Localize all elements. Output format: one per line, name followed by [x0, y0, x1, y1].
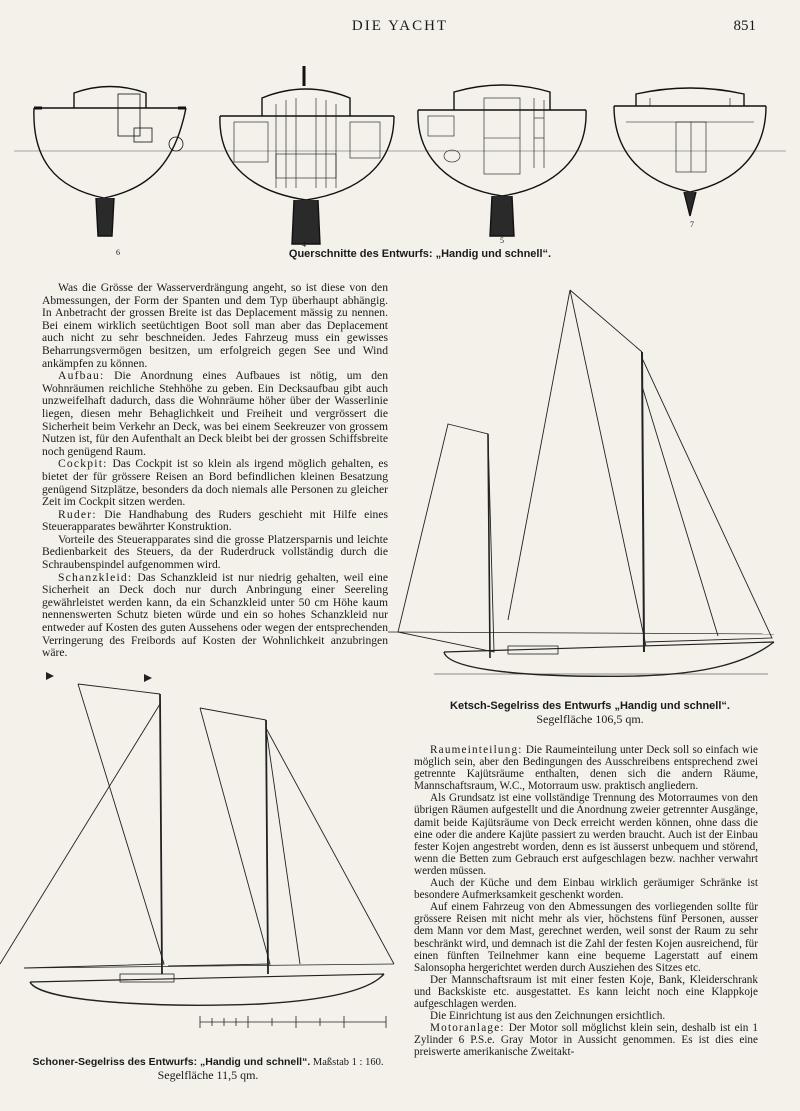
ketch-caption: Ketsch-Segelriss des Entwurfs „Handig und schnell“. Segelfläche 106,5 qm. — [450, 700, 730, 726]
paragraph: Auch der Küche und dem Einbau wirklich geräumiger Schränke ist besondere Aufmerksamkeit geschenkt worden. — [414, 877, 758, 902]
schooner-caption: Schoner-Segelriss des Entwurfs: „Handig und schnell“. Maßstab 1 : 160. Segelfläche 11,5 qm. — [32, 1056, 384, 1082]
paragraph: Raumeinteilung: Die Raumeinteilung unter Deck soll so einfach wie möglich sein, aber den Bedingungen des Ausschreibens entsprechend zwei getrennte Kajütsräume enthalten, denen sich die andern Räume, Mannschaftsraum, W.C., Motorraum usw. praktisch angliedern. — [414, 744, 759, 793]
page-number: 851 — [733, 18, 756, 34]
paragraph: Cockpit: Das Cockpit ist so klein als irgend möglich gehalten, es bietet der für grössere Reisen an Bord befindlichen kleinen Besatzung genügend Sitzplätze, besonders da doch niemals alle Personen zu gleicher Zeit im Cockpit sitzen werden. — [42, 457, 388, 509]
cross-section-7 — [614, 88, 766, 216]
schooner-sail-plan — [0, 664, 396, 1036]
paragraph: Motoranlage: Der Motor soll möglichst klein sein, deshalb ist ein 1 Zylinder 6 P.S.e. Gray Motor in Aussicht genommen. Es ist dies eine preiswerte amerikanische Zweitakt- — [414, 1022, 758, 1059]
paragraph: Ruder: Die Handhabung des Ruders geschieht mit Hilfe eines Steuerapparates bewährter Konstruktion. — [42, 507, 388, 534]
section-label: 7 — [690, 220, 694, 229]
paragraph: Als Grundsatz ist eine vollständige Trennung des Motorraumes von den übrigen Räumen aufgestellt und die Anordnung zweier getrennter Ausgänge, damit beide Kajütsräume von Deck erreicht werden können, ohne dass die eine oder die andere Kajüte passiert zu werden braucht. Auch ist der Einbau fester Kojen angestrebt worden, denn es ist äusserst unbequem und störend, wenn die Betten zum Gebrauch erst aufgeschlagen bezw. nachher verwahrt werden müssen. — [414, 792, 758, 877]
scale-bar — [200, 1016, 386, 1028]
section-label: 5 — [500, 236, 504, 245]
cross-section-5 — [418, 85, 586, 236]
left-text-column — [42, 282, 388, 660]
paragraph: Der Mannschaftsraum ist mit einer festen Koje, Bank, Kleiderschrank und Backskiste etc. ausgestattet. Es kann leicht noch eine Klappkoje aufgeschlagen werden. — [414, 973, 758, 1010]
ketch-sail-plan — [388, 286, 780, 692]
paragraph: Die Einrichtung ist aus den Zeichnungen ersichtlich. — [430, 1010, 666, 1023]
paragraph: Auf einem Fahrzeug von den Abmessungen des vorliegenden sollte für grössere Reisen mit nicht mehr als vier, höchstens fünf Personen, ausser dem Mann vor dem Mast, gerechnet werden, weil sonst der Raum zu sehr beschränkt wird, und demnach ist die Zahl der festen Kojen ausreichend, für einen fünften Teilnehmer kann eine bequeme Lagerstatt auf einem Salonsopha hergerichtet werden durch Ausziehen des Sitzes etc. — [414, 901, 758, 974]
paragraph: Vorteile des Steuerapparates sind die grosse Platzersparnis und leichte Bedienbarkeit des Steuers, da der Ruderdruck vollständig durch die Schraubenspindel aufgenommen wird. — [42, 532, 388, 572]
section-label: 6 — [116, 248, 120, 257]
right-text-column — [414, 744, 758, 1058]
section-label: 4 — [302, 240, 306, 249]
sections-caption: Querschnitte des Entwurfs: „Handig und schnell“. — [288, 248, 552, 260]
paragraph: Schanzkleid: Das Schanzkleid ist nur niedrig gehalten, weil eine Sicherheit an Deck doch nur durch Anbringung einer Seereling gewährleistet werden kann, da ein Schanzkleid unter 50 cm Höhe kaum nennenswerten Schutz bieten würde und ein so hohes Schanzkleid nur entweder auf Kosten des guten Aussehens oder wegen der entsprechenden Verringerung des Freibords auf Kosten der Wohnlichkeit anzubringen wäre. — [42, 570, 388, 660]
flag-icon — [144, 674, 152, 682]
cross-sections-figure — [14, 58, 786, 258]
cross-section-4 — [220, 66, 394, 244]
paragraph: Was die Grösse der Wasserverdrängung angeht, so ist diese von den Abmessungen, der Form der Spanten und dem Typ überhaupt abhängig. In Anbetracht der grossen Breite ist das Deplacement mässig zu nennen. Bei einem wirklich seetüchtigen Boot soll man aber das Deplacement auch nicht zu sehr beschneiden. Jedes Fahrzeug muss ein gewisses Beharrungsvermögen besitzen, um erfolgreich gegen See und Wind ankämpfen zu können. — [42, 281, 388, 370]
flag-icon — [46, 672, 54, 680]
paragraph: Aufbau: Die Anordnung eines Aufbaues ist nötig, um den Wohnräumen reichliche Stehhöhe zu geben. Ein Decksaufbau gibt auch unzweifelhaft dadurch, dass die Wohnräume höher über der Wasserlinie liegen, diesen mehr Behaglichkeit und Freiheit und vergrössert die Sicherheit beim Verkehr an Deck, was bei einem Seekreuzer von grossem Nutzen ist, für den Aufenthalt an Deck bleibt bei der grossen Schiffsbreite noch genügend Raum. — [42, 369, 388, 458]
running-header-title: DIE YACHT — [351, 18, 449, 34]
cross-section-6 — [34, 87, 186, 237]
